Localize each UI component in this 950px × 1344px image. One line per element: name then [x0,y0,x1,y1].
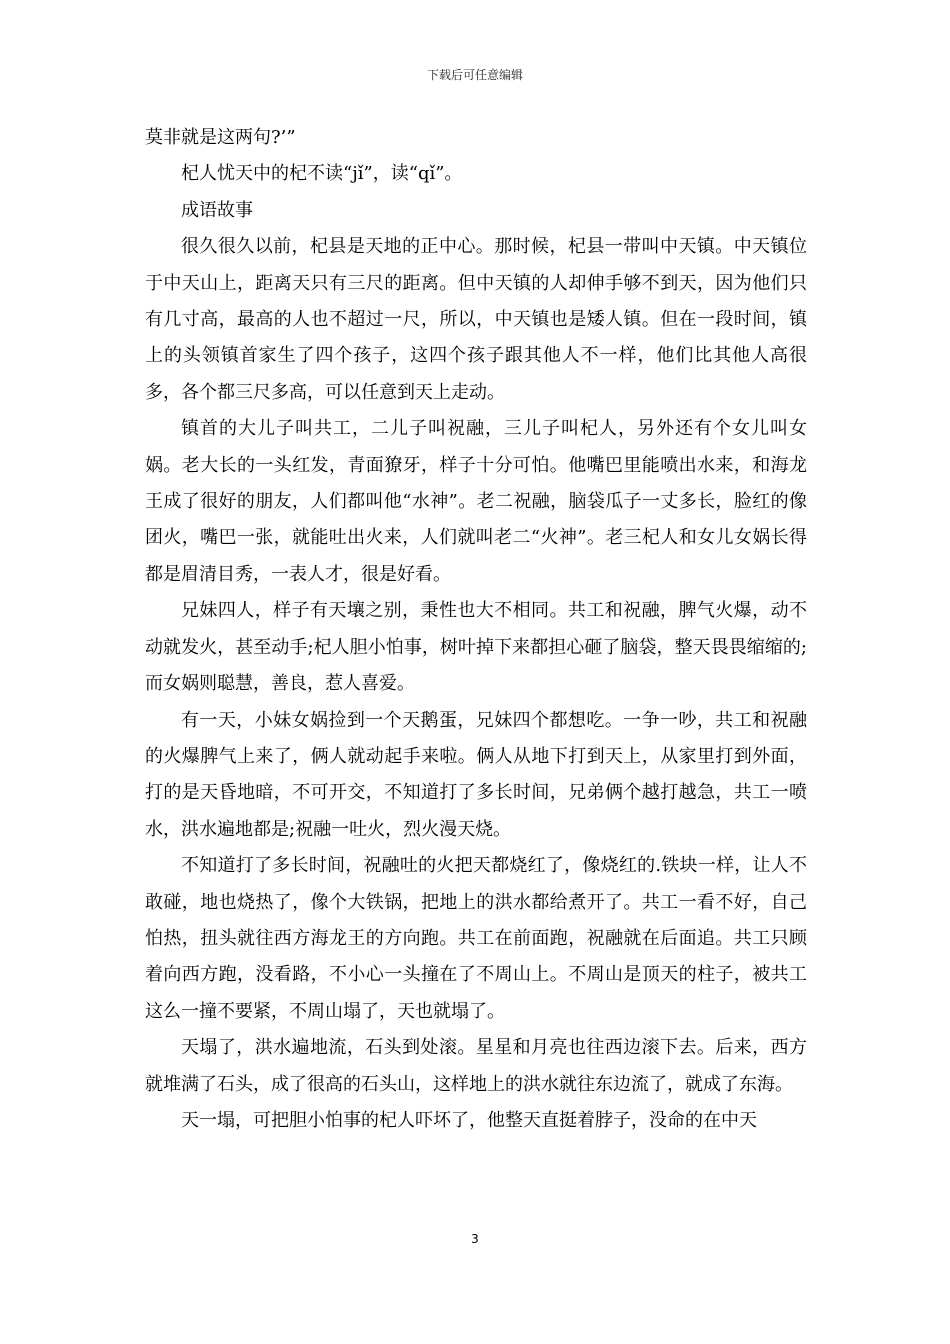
document-body [145,120,807,1139]
paragraph-pronunciation: 杞人忧天中的杞不读“jǐ”，读“qǐ”。 [181,163,463,185]
paragraph: 不知道打了多长时间，祝融吐的火把天都烧红了，像烧红的.铁块一样，让人不敢碰，地也烧热了，像个大铁锅，把地上的洪水都给煮开了。共工一看不好，自己怕热，扭头就往西方海龙王的方向跑。共工在前面跑，祝融就在后面追。共工只顾着向西方跑，没看路，不小心一头撞在了不周山上。不周山是顶天的柱子，被共工这么一撞不要紧，不周山塌了，天也就塌了。 [145,855,807,1022]
paragraph: 兄妹四人，样子有天壤之别，秉性也大不相同。共工和祝融，脾气火爆，动不动就发火，甚至动手;杞人胆小怕事，树叶掉下来都担心砸了脑袋，整天畏畏缩缩的;而女娲则聪慧，善良，惹人喜爱。 [145,600,807,695]
paragraph: 有一天，小妹女娲捡到一个天鹅蛋，兄妹四个都想吃。一争一吵，共工和祝融的火爆脾气上来了，俩人就动起手来啦。俩人从地下打到天上，从家里打到外面，打的是天昏地暗，不可开交，不知道打了多长时间，兄弟俩个越打越急，共工一喷水，洪水遍地都是;祝融一吐火，烈火漫天烧。 [145,709,807,840]
page-number: 3 [471,1232,479,1246]
section-heading: 成语故事 [181,199,253,221]
paragraph: 天塌了，洪水遍地流，石头到处滚。星星和月亮也往西边滚下去。后来，西方就堆满了石头，成了很高的石头山，这样地上的洪水就往东边流了，就成了东海。 [145,1037,807,1095]
paragraph-continuation: 莫非就是这两句?’” [145,127,296,148]
page-header: 下载后可任意编辑 [426,68,523,82]
paragraph: 镇首的大儿子叫共工，二儿子叫祝融，三儿子叫杞人，另外还有个女儿叫女娲。老大长的一头红发，青面獠牙，样子十分可怕。他嘴巴里能喷出水来，和海龙王成了很好的朋友，人们都叫他“水神”。老二祝融，脑袋瓜子一丈多长，脸红的像团火，嘴巴一张，就能吐出火来，人们就叫老二“火神”。老三杞人和女儿女娲长得都是眉清目秀，一表人才，很是好看。 [145,418,807,585]
paragraph: 很久很久以前，杞县是天地的正中心。那时候，杞县一带叫中天镇。中天镇位于中天山上，距离天只有三尺的距离。但中天镇的人却伸手够不到天，因为他们只有几寸高，最高的人也不超过一尺，所以，中天镇也是矮人镇。但在一段时间，镇上的头领镇首家生了四个孩子，这四个孩子跟其他人不一样，他们比其他人高很多，各个都三尺多高，可以任意到天上走动。 [145,236,807,403]
paragraph: 天一塌，可把胆小怕事的杞人吓坏了，他整天直挺着脖子，没命的在中天 [181,1109,757,1131]
